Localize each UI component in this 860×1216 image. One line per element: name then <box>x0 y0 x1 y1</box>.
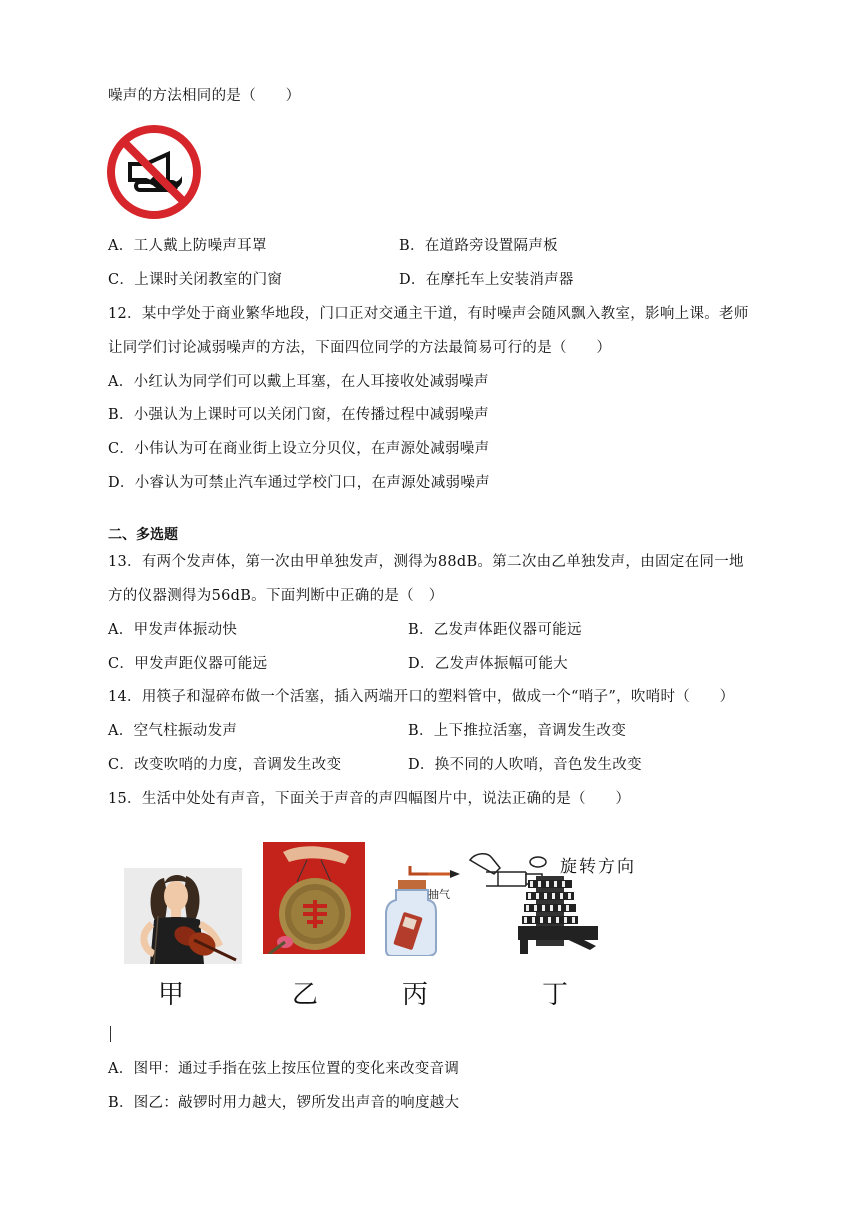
q11-stem-tail: 噪声的方法相同的是（ ） <box>108 88 301 104</box>
q11-option-a[interactable]: A．工人戴上防噪声耳罩 <box>108 238 267 254</box>
q11-option-d[interactable]: D．在摩托车上安装消声器 <box>399 272 574 288</box>
q12-option-d[interactable]: D．小睿认为可禁止汽车通过学校门口，在声源处减弱噪声 <box>108 475 490 491</box>
q12-option-b[interactable]: B．小强认为上课时可以关闭门窗，在传播过程中减弱噪声 <box>108 407 489 423</box>
gong-icon <box>263 842 365 954</box>
figure-caption-bing: 丙 <box>402 980 429 1010</box>
q13-option-b[interactable]: B．乙发声体距仪器可能远 <box>408 622 582 638</box>
figure-caption-jia: 甲 <box>158 980 185 1010</box>
q13-option-d[interactable]: D．乙发声体振幅可能大 <box>408 656 568 672</box>
q15-stem-line1: 15．生活中处处有声音，下面关于声音的声四幅图片中，说法正确的是（ ） <box>108 791 631 807</box>
phone-in-jar-icon <box>384 860 466 956</box>
q14-stem-line1: 14．用筷子和湿碎布做一个活塞，插入两端开口的塑料管中，做成一个“哨子”，吹哨时（ ） <box>108 689 735 705</box>
q12-stem-line2: 让同学们讨论减弱噪声的方法，下面四位同学的方法最简易可行的是（ ） <box>108 340 612 356</box>
q14-option-c[interactable]: C．改变吹哨的力度，音调发生改变 <box>108 757 342 773</box>
q12-option-a[interactable]: A．小红认为同学们可以戴上耳塞，在人耳接收处减弱噪声 <box>108 374 489 390</box>
figure-caption-ding: 丁 <box>542 980 569 1010</box>
no-horn-sign-icon <box>106 124 202 220</box>
q11-option-c[interactable]: C．上课时关闭教室的门窗 <box>108 272 283 288</box>
q15-option-a[interactable]: A．图甲：通过手指在弦上按压位置的变化来改变音调 <box>108 1061 460 1077</box>
q14-option-d[interactable]: D．换不同的人吹哨，音色发生改变 <box>408 757 642 773</box>
q15-option-b[interactable]: B．图乙：敲锣时用力越大，锣所发出声音的响度越大 <box>108 1095 460 1111</box>
q12-option-c[interactable]: C．小伟认为可在商业街上设立分贝仪，在声源处减弱噪声 <box>108 441 490 457</box>
gear-card-icon <box>468 846 640 958</box>
violin-player-icon <box>124 868 242 964</box>
text-cursor <box>110 1026 111 1042</box>
q13-option-a[interactable]: A．甲发声体振动快 <box>108 622 238 638</box>
q14-option-b[interactable]: B．上下推拉活塞，音调发生改变 <box>408 723 627 739</box>
rotation-direction-label: 旋转方向 <box>560 857 636 877</box>
section-title-multiple-choice: 二、多选题 <box>108 527 178 543</box>
q13-stem-line1: 13．有两个发声体，第一次由甲单独发声，测得为88dB。第二次由乙单独发声，由固定在同一地 <box>108 554 744 570</box>
q13-option-c[interactable]: C．甲发声距仪器可能远 <box>108 656 268 672</box>
jar-label: 抽气 <box>428 888 450 901</box>
figure-caption-yi: 乙 <box>292 980 319 1010</box>
q12-stem-line1: 12．某中学处于商业繁华地段，门口正对交通主干道，有时噪声会随风飘入教室，影响上课。老师 <box>108 306 749 322</box>
q11-option-b[interactable]: B．在道路旁设置隔声板 <box>399 238 558 254</box>
q14-option-a[interactable]: A．空气柱振动发声 <box>108 723 238 739</box>
q13-stem-line2: 方的仪器测得为56dB。下面判断中正确的是（ ） <box>108 588 444 604</box>
